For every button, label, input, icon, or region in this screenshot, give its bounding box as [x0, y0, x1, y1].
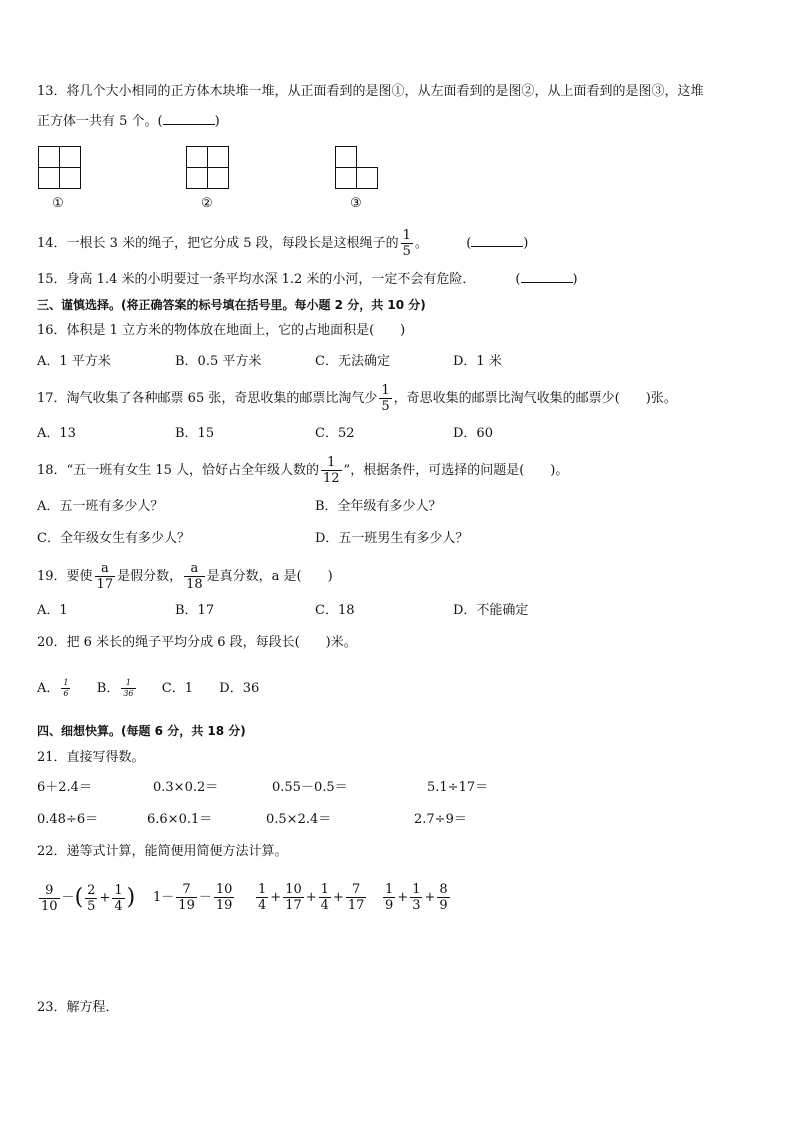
question-19: 19．要使 $\frac{a}{17}$ 是假分数， $\frac{a}{18}$ 是真分数，a 是( )	[37, 561, 333, 592]
option-a[interactable]: A．1 平方米	[37, 354, 111, 369]
question-23: 23．解方程．	[37, 1000, 119, 1015]
option-d[interactable]: D．1 米	[453, 354, 502, 369]
option-b[interactable]: B．全年级有多少人？	[315, 499, 442, 514]
option-c[interactable]: C．1	[161, 681, 194, 696]
expression-2: 1－ $\frac{7}{19}$ － $\frac{10}{19}$	[153, 882, 233, 913]
option-c[interactable]: C．无法确定	[315, 354, 390, 369]
calc-item: 2.7÷9＝	[414, 812, 467, 827]
expression-4: $\frac{1}{9}$ + $\frac{1}{3}$ + $\frac{8}{9}$	[385, 882, 448, 913]
answer-blank[interactable]	[521, 270, 573, 283]
calc-item: 0.3×0.2＝	[153, 780, 219, 795]
expression-3: $\frac{1}{4}$ + $\frac{10}{17}$ + $\frac{1}{4}$ + $\frac{7}{17}$	[258, 882, 365, 913]
question-14: 14．一根长 3 米的绳子，把它分成 5 段，每段长是这根绳子的 $\frac{1}{5}$ 。 ( )	[37, 228, 529, 259]
fraction: $\frac{1}{5}$	[402, 228, 411, 259]
question-15: 15．身高 1.4 米的小明要过一条平均水深 1.2 米的小河，一定不会有危险． ( )	[37, 272, 578, 287]
section-3-title: 三、谨慎选择。(将正确答案的标号填在括号里。每小题 2 分，共 10 分)	[37, 298, 426, 312]
option-a[interactable]: A． $\frac{1}{6}$	[37, 678, 69, 698]
option-c[interactable]: C．全年级女生有多少人？	[37, 531, 190, 546]
question-13-line1: 13．将几个大小相同的正方体木块堆一堆，从正面看到的是图①，从左面看到的是图②，从上面看到的是图③，这堆	[37, 84, 704, 99]
fraction: $\frac{1}{5}$	[381, 383, 390, 414]
calc-item: 6＋2.4＝	[37, 780, 92, 795]
option-a[interactable]: A．1	[37, 603, 68, 618]
option-d[interactable]: D．五一班男生有多少人？	[315, 531, 469, 546]
question-20-options	[37, 676, 259, 702]
question-16: 16．体积是 1 立方米的物体放在地面上，它的占地面积是( )	[37, 323, 406, 338]
question-21: 21．直接写得数。	[37, 750, 145, 765]
calc-item: 0.55－0.5＝	[272, 780, 348, 795]
answer-blank[interactable]	[471, 234, 523, 247]
option-b[interactable]: B．15	[175, 426, 215, 441]
question-13-line2: 正方体一共有 5 个。( )	[37, 114, 220, 129]
option-b[interactable]: B． $\frac{1}{36}$	[96, 678, 134, 698]
option-b[interactable]: B．0.5 平方米	[175, 354, 262, 369]
calc-item: 6.6×0.1＝	[147, 812, 213, 827]
figure-label-3: ③	[350, 196, 362, 211]
figure-label-2: ②	[201, 196, 213, 211]
option-c[interactable]: C．18	[315, 603, 355, 618]
calc-item: 0.48÷6＝	[37, 812, 99, 827]
question-22: 22．递等式计算，能简便用简便方法计算。	[37, 844, 288, 859]
figure-label-1: ①	[52, 196, 64, 211]
option-d[interactable]: D．60	[453, 426, 493, 441]
option-c[interactable]: C．52	[315, 426, 355, 441]
question-18: 18．“五一班有女生 15 人，恰好占全年级人数的 $\frac{1}{12}$ ”，根据条件，可选择的问题是( )。	[37, 455, 569, 486]
expression-1: $\frac{9}{10}$ －( $\frac{2}{5}$ + $\frac{1}{4}$ )	[41, 882, 136, 914]
section-4-title: 四、细想快算。(每题 6 分，共 18 分)	[37, 724, 246, 738]
calc-item: 0.5×2.4＝	[266, 812, 332, 827]
fraction: $\frac{a}{17}$	[96, 561, 114, 592]
answer-blank[interactable]	[163, 112, 215, 125]
option-a[interactable]: A．五一班有多少人？	[37, 499, 164, 514]
question-17: 17．淘气收集了各种邮票 65 张，奇思收集的邮票比淘气少 $\frac{1}{5}$ ，奇思收集的邮票比淘气收集的邮票少( )张。	[37, 383, 677, 414]
option-b[interactable]: B．17	[175, 603, 215, 618]
fraction: $\frac{1}{12}$	[323, 455, 340, 486]
fraction: $\frac{a}{18}$	[186, 561, 203, 592]
calc-item: 5.1÷17＝	[427, 780, 489, 795]
question-20: 20．把 6 米长的绳子平均分成 6 段，每段长( )米。	[37, 635, 357, 650]
option-d[interactable]: D．不能确定	[453, 603, 529, 618]
option-a[interactable]: A．13	[37, 426, 76, 441]
option-d[interactable]: D．36	[219, 681, 260, 696]
